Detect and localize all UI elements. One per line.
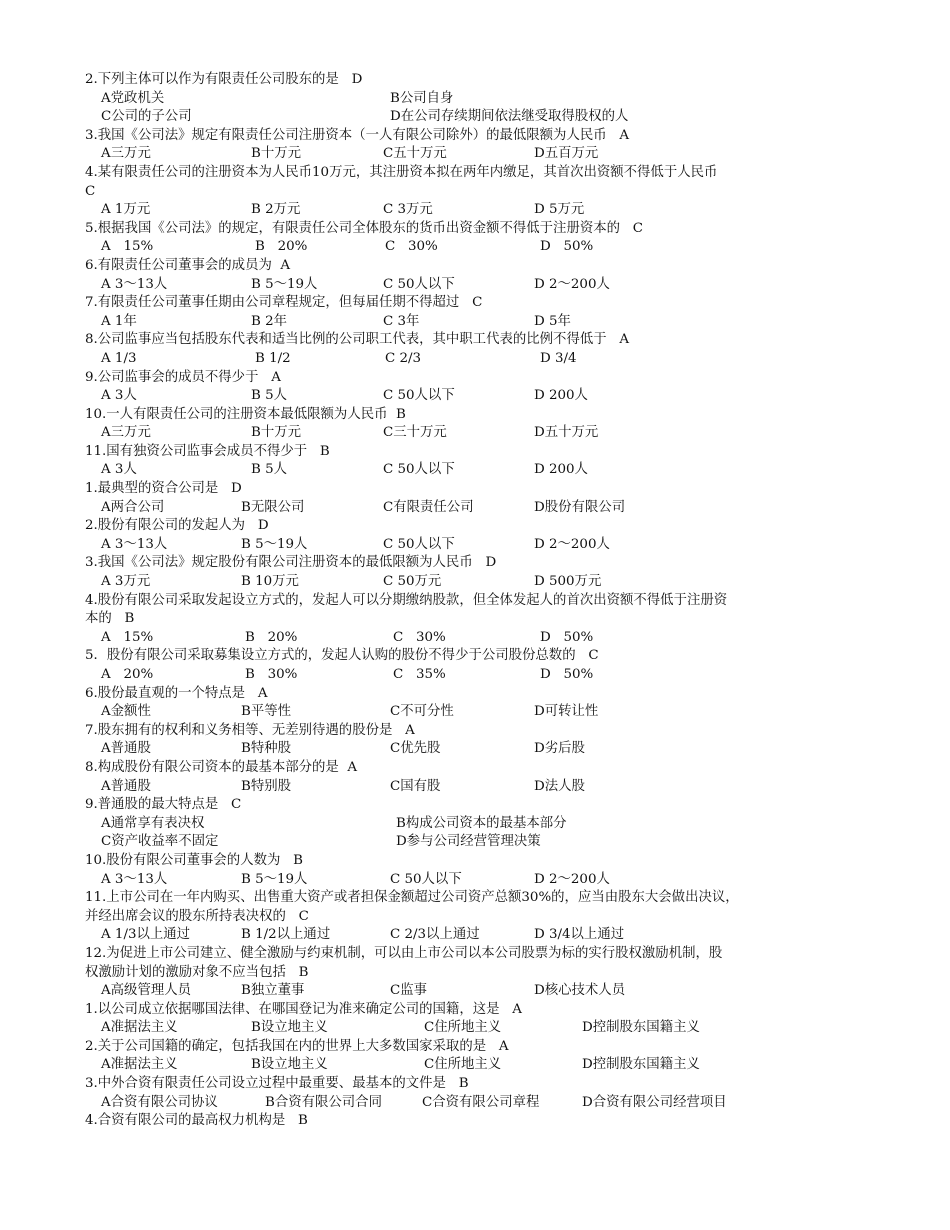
question-stem: 1.最典型的资合公司是 D bbox=[85, 481, 242, 497]
options-row bbox=[85, 778, 894, 797]
options-row bbox=[85, 740, 894, 759]
question-stem: 7.有限责任公司董事任期由公司章程规定，但每届任期不得超过 C bbox=[85, 295, 483, 311]
answer-option: C有限责任公司 bbox=[383, 499, 474, 515]
answer-option: C 50人以下 bbox=[383, 536, 455, 552]
answer-option: B 5～19人 bbox=[241, 536, 308, 552]
answer-option: C 3年 bbox=[383, 313, 420, 329]
question-stem-continuation: C bbox=[85, 183, 96, 199]
answer-option: D 200人 bbox=[534, 388, 588, 404]
answer-option: D五十万元 bbox=[534, 425, 599, 441]
answer-option: A 1/3以上通过 bbox=[101, 927, 191, 943]
answer-option: C 30% bbox=[385, 239, 438, 255]
answer-option: A党政机关 bbox=[101, 90, 165, 106]
options-row bbox=[85, 573, 894, 592]
answer-option: D 3/4 bbox=[540, 350, 577, 366]
answer-option: B 5人 bbox=[251, 462, 288, 478]
answer-option: D合资有限公司经营项目 bbox=[582, 1094, 727, 1110]
answer-option: A 1年 bbox=[101, 313, 137, 329]
question-stem: 3.我国《公司法》规定股份有限公司注册资本的最低限额为人民币 D bbox=[85, 555, 497, 571]
question-stem-continuation: 本的 B bbox=[85, 611, 135, 627]
question-stem: 12.为促进上市公司建立、健全激励与约束机制，可以由上市公司以本公司股票为标的实行股权激励机制，股 bbox=[85, 945, 723, 961]
question-stem: 4.合资有限公司的最高权力机构是 B bbox=[85, 1113, 308, 1129]
question-stem: 6.股份最直观的一个特点是 A bbox=[85, 685, 268, 701]
answer-option: B 2年 bbox=[251, 313, 288, 329]
options-row bbox=[85, 871, 894, 890]
question-stem: 2.关于公司国籍的确定，包括我国在内的世界上大多数国家采取的是 A bbox=[85, 1038, 509, 1054]
options-row bbox=[85, 815, 894, 834]
options-row bbox=[85, 387, 894, 406]
answer-option: D参与公司经营管理决策 bbox=[396, 834, 541, 850]
answer-option: A金额性 bbox=[101, 704, 151, 720]
answer-option: B 20% bbox=[255, 239, 308, 255]
answer-option: C 3万元 bbox=[383, 202, 433, 218]
answer-option: D 2～200人 bbox=[534, 871, 610, 887]
options-row bbox=[85, 424, 894, 443]
answer-option: A 3～13人 bbox=[101, 536, 168, 552]
answer-option: B十万元 bbox=[251, 146, 302, 162]
answer-option: D 2～200人 bbox=[534, 276, 610, 292]
answer-option: A 15% bbox=[101, 629, 154, 645]
answer-option: D控制股东国籍主义 bbox=[582, 1020, 700, 1036]
answer-option: B设立地主义 bbox=[251, 1057, 328, 1073]
answer-option: B特种股 bbox=[241, 741, 292, 757]
answer-option: C 2/3 bbox=[385, 350, 422, 366]
answer-option: C 50万元 bbox=[383, 574, 442, 590]
question-stem: 8.构成股份有限公司资本的最基本部分的是 A bbox=[85, 759, 357, 775]
options-row bbox=[85, 201, 894, 220]
answer-option: B 5～19人 bbox=[241, 871, 308, 887]
answer-option: B设立地主义 bbox=[251, 1020, 328, 1036]
answer-option: A 20% bbox=[101, 667, 154, 682]
question-stem: 5.根据我国《公司法》的规定，有限责任公司全体股东的货币出资金额不得低于注册资本的 C bbox=[85, 220, 644, 236]
question-stem: 9.公司监事会的成员不得少于 A bbox=[85, 369, 281, 385]
options-row bbox=[85, 313, 894, 332]
answer-option: B 30% bbox=[245, 667, 298, 682]
options-row bbox=[85, 90, 894, 109]
question-stem: 9.普通股的最大特点是 C bbox=[85, 797, 242, 813]
answer-option: C合资有限公司章程 bbox=[422, 1094, 540, 1110]
answer-option: D 5年 bbox=[534, 313, 571, 329]
answer-option: C资产收益率不固定 bbox=[101, 834, 219, 850]
answer-option: D 500万元 bbox=[534, 574, 602, 590]
answer-option: A三万元 bbox=[101, 146, 151, 162]
answer-option: A 3万元 bbox=[101, 574, 151, 590]
question-stem: 1.以公司成立依据哪国法律、在哪国登记为准来确定公司的国籍，这是 A bbox=[85, 1001, 522, 1017]
answer-option: D五百万元 bbox=[534, 146, 599, 162]
options-row bbox=[85, 238, 894, 257]
answer-option: D 5万元 bbox=[534, 202, 585, 218]
answer-option: A 1万元 bbox=[101, 202, 151, 218]
answer-option: D 200人 bbox=[534, 462, 588, 478]
answer-option: D法人股 bbox=[534, 778, 585, 794]
answer-option: A高级管理人员 bbox=[101, 983, 192, 999]
answer-option: C 50人以下 bbox=[383, 462, 455, 478]
answer-option: A准据法主义 bbox=[101, 1020, 178, 1036]
answer-option: D股份有限公司 bbox=[534, 499, 626, 515]
answer-option: B公司自身 bbox=[390, 90, 454, 106]
answer-option: D核心技术人员 bbox=[534, 983, 626, 999]
answer-option: A 3人 bbox=[101, 388, 137, 404]
question-stem: 6.有限责任公司董事会的成员为 A bbox=[85, 257, 291, 273]
answer-option: B无限公司 bbox=[241, 499, 305, 515]
question-stem: 4.股份有限公司采取发起设立方式的，发起人可以分期缴纳股款，但全体发起人的首次出资额不得低于注册资 bbox=[85, 592, 728, 608]
answer-option: C五十万元 bbox=[383, 146, 447, 162]
question-stem: 11.国有独资公司监事会成员不得少于 B bbox=[85, 443, 330, 459]
answer-option: A准据法主义 bbox=[101, 1057, 178, 1073]
answer-option: B合资有限公司合同 bbox=[265, 1094, 382, 1110]
options-row bbox=[85, 1019, 894, 1038]
options-row bbox=[85, 703, 894, 722]
question-stem: 3.我国《公司法》规定有限责任公司注册资本（一人有限公司除外）的最低限额为人民币 A bbox=[85, 127, 630, 143]
options-row bbox=[85, 666, 894, 685]
options-row bbox=[85, 926, 894, 945]
answer-option: C住所地主义 bbox=[424, 1057, 502, 1073]
options-row bbox=[85, 1056, 894, 1075]
answer-option: D劣后股 bbox=[534, 741, 585, 757]
question-stem: 10.股份有限公司董事会的人数为 B bbox=[85, 852, 303, 868]
answer-option: C住所地主义 bbox=[424, 1020, 502, 1036]
answer-option: B 1/2以上通过 bbox=[241, 927, 331, 943]
answer-option: C 30% bbox=[393, 629, 446, 645]
answer-option: B 5人 bbox=[251, 388, 288, 404]
options-row bbox=[85, 833, 894, 852]
options-row bbox=[85, 536, 894, 555]
answer-option: C国有股 bbox=[390, 778, 441, 794]
answer-option: B十万元 bbox=[251, 425, 302, 441]
question-stem: 8.公司监事应当包括股东代表和适当比例的公司职工代表，其中职工代表的比例不得低于 A bbox=[85, 332, 630, 348]
options-row bbox=[85, 629, 894, 648]
answer-option: A 1/3 bbox=[101, 350, 137, 366]
answer-option: C 50人以下 bbox=[390, 871, 462, 887]
question-stem: 11.上市公司在一年内购买、出售重大资产或者担保金额超过公司资产总额30%的，应当由股东大会做出决议， bbox=[85, 890, 739, 906]
answer-option: B 20% bbox=[245, 629, 298, 645]
answer-option: A两合公司 bbox=[101, 499, 165, 515]
answer-option: D可转让性 bbox=[534, 704, 599, 720]
options-row bbox=[85, 350, 894, 369]
answer-option: B 10万元 bbox=[241, 574, 299, 590]
answer-option: A合资有限公司协议 bbox=[101, 1094, 218, 1110]
answer-option: B 1/2 bbox=[255, 350, 291, 366]
question-stem-continuation: 并经出席会议的股东所持表决权的 C bbox=[85, 908, 309, 924]
question-stem: 4.某有限责任公司的注册资本为人民币10万元，其注册资本拟在两年内缴足，其首次出资额不得低于人民币 bbox=[85, 164, 718, 180]
answer-option: B构成公司资本的最基本部分 bbox=[396, 815, 567, 831]
question-stem: 10.一人有限责任公司的注册资本最低限额为人民币 B bbox=[85, 406, 406, 422]
answer-option: C优先股 bbox=[390, 741, 441, 757]
question-stem: 7.股东拥有的权利和义务相等、无差别待遇的股份是 A bbox=[85, 722, 415, 738]
answer-option: A普通股 bbox=[101, 778, 151, 794]
answer-option: D 3/4以上通过 bbox=[534, 927, 625, 943]
options-row bbox=[85, 499, 894, 518]
question-stem: 2.股份有限公司的发起人为 D bbox=[85, 518, 269, 534]
answer-option: C 35% bbox=[393, 667, 446, 682]
answer-option: C 50人以下 bbox=[383, 388, 455, 404]
answer-option: D 2～200人 bbox=[534, 536, 610, 552]
answer-option: C 50人以下 bbox=[383, 276, 455, 292]
answer-option: D在公司存续期间依法继受取得股权的人 bbox=[390, 109, 629, 125]
answer-option: B独立董事 bbox=[241, 983, 305, 999]
answer-option: C公司的子公司 bbox=[101, 109, 192, 125]
answer-option: D控制股东国籍主义 bbox=[582, 1057, 700, 1073]
answer-option: A 15% bbox=[101, 239, 154, 255]
question-stem-continuation: 权激励计划的激励对象不应当包括 B bbox=[85, 964, 309, 980]
options-row bbox=[85, 108, 894, 127]
answer-option: A 3～13人 bbox=[101, 871, 168, 887]
answer-option: A 3～13人 bbox=[101, 276, 168, 292]
question-stem: 5．股份有限公司采取募集设立方式的，发起人认购的股份不得少于公司股份总数的 C bbox=[85, 648, 599, 664]
answer-option: C不可分性 bbox=[390, 704, 454, 720]
answer-option: A普通股 bbox=[101, 741, 151, 757]
options-row bbox=[85, 1094, 894, 1113]
answer-option: A三万元 bbox=[101, 425, 151, 441]
answer-option: B 5～19人 bbox=[251, 276, 318, 292]
options-row bbox=[85, 276, 894, 295]
answer-option: B平等性 bbox=[241, 704, 292, 720]
answer-option: D 50% bbox=[540, 667, 594, 682]
options-row bbox=[85, 145, 894, 164]
question-stem: 2.下列主体可以作为有限责任公司股东的是 D bbox=[85, 72, 363, 87]
answer-option: D 50% bbox=[540, 629, 594, 645]
options-row bbox=[85, 982, 894, 1001]
answer-option: B特别股 bbox=[241, 778, 292, 794]
answer-option: C三十万元 bbox=[383, 425, 447, 441]
answer-option: D 50% bbox=[540, 239, 594, 255]
answer-option: A 3人 bbox=[101, 462, 137, 478]
answer-option: C监事 bbox=[390, 983, 428, 999]
answer-option: B 2万元 bbox=[251, 202, 301, 218]
answer-option: C 2/3以上通过 bbox=[390, 927, 480, 943]
answer-option: A通常享有表决权 bbox=[101, 815, 205, 831]
options-row bbox=[85, 461, 894, 480]
question-stem: 3.中外合资有限责任公司设立过程中最重要、最基本的文件是 B bbox=[85, 1076, 469, 1092]
